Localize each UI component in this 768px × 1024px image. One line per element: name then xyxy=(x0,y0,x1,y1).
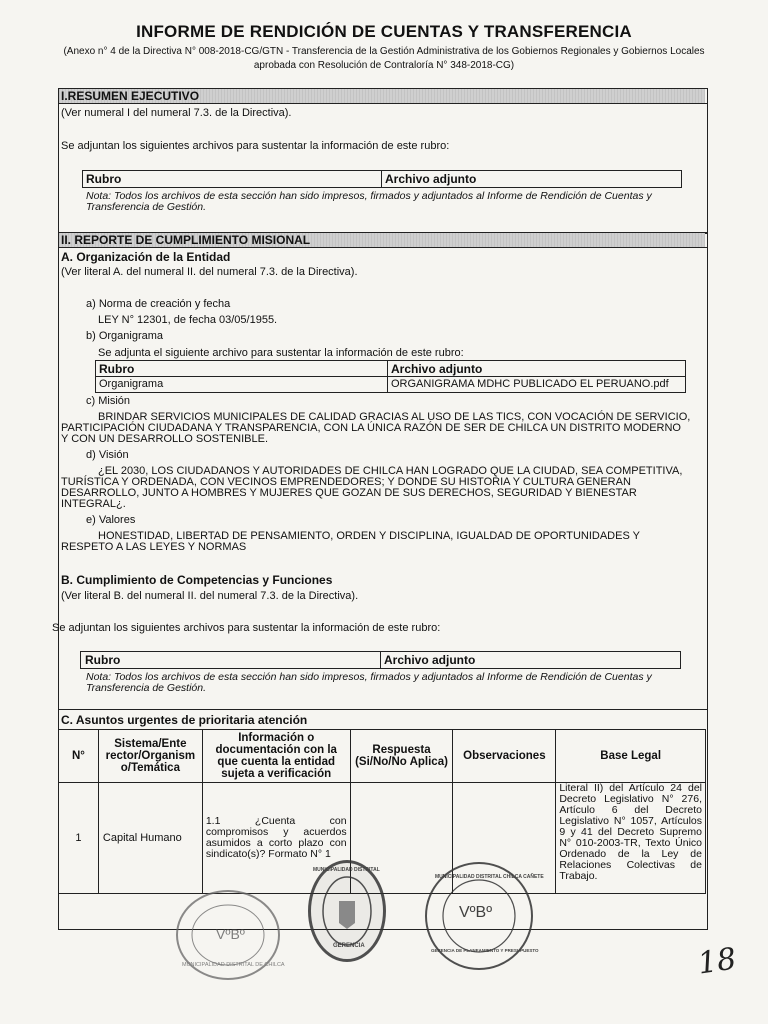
section-1-attachments-table xyxy=(82,170,682,188)
organigrama-table-row-rule xyxy=(95,376,685,377)
valores-line-1: HONESTIDAD, LIBERTAD DE PENSAMIENTO, ORDEN Y DISCIPLINA, IGUALDAD DE OPORTUNIDADES Y xyxy=(98,530,640,542)
col-header-sistema: Sistema/Ente rector/Organism o/Temática xyxy=(98,730,202,783)
valores-label: e) Valores xyxy=(86,514,136,526)
seal-left-text: MUNICIPALIDAD DISTRITAL DE CHILCA xyxy=(182,962,285,968)
section-2-heading: II. REPORTE DE CUMPLIMIENTO MISIONAL xyxy=(59,233,705,247)
subsection-c-top-rule xyxy=(58,709,708,710)
section-1-intro: Se adjuntan los siguientes archivos para sustentar la información de este rubro: xyxy=(61,140,450,152)
row-sistema: Capital Humano xyxy=(98,783,202,894)
section-1-note-line-2: Transferencia de Gestión. xyxy=(86,201,207,213)
subsection-c-title: C. Asuntos urgentes de prioritaria atención xyxy=(61,713,308,727)
col-header-observaciones: Observaciones xyxy=(453,730,556,783)
subsection-b-title: B. Cumplimiento de Competencias y Funciones xyxy=(61,573,333,587)
col-header-base-legal: Base Legal xyxy=(556,730,706,783)
subsection-b-intro: Se adjuntan los siguientes archivos para sustentar la información de este rubro: xyxy=(52,622,441,634)
section-1-col-archivo: Archivo adjunto xyxy=(385,172,477,186)
section-1-note-line-1: Nota: Todos los archivos de esta sección han sido impresos, firmados y adjuntados al Informe de Rendición de Cuentas y xyxy=(86,190,652,202)
subtitle-line-1: (Anexo n° 4 de la Directiva N° 008-2018-CG/GTN - Transferencia de la Gestión Administrativa de los Gobiernos Regionales y Gobiernos Locales xyxy=(63,46,705,57)
seal-left-vb: VºBº xyxy=(216,926,245,942)
vision-label: d) Visión xyxy=(86,449,129,461)
row-informacion: 1.1 ¿Cuenta con compromisos y acuerdos asumidos a corto plazo con sindicato(s)? Formato N° 1 xyxy=(202,783,350,894)
seal-center-sub: GERENCIA xyxy=(333,943,365,949)
row-n: 1 xyxy=(59,783,99,894)
subsection-b-table-divider xyxy=(380,651,381,668)
section-1-heading: I.RESUMEN EJECUTIVO xyxy=(59,89,705,103)
section-1-table-divider xyxy=(381,170,382,187)
mision-line-2: PARTICIPACIÓN CIUDADANA Y TRANSPARENCIA, CON LA ÚNICA RAZÓN DE SER DE CHILCA UN DISTRITO MODERNO xyxy=(61,422,681,434)
vision-line-4: INTEGRAL¿. xyxy=(61,498,126,510)
subsection-b-note-line-2: Transferencia de Gestión. xyxy=(86,682,207,694)
row-base-legal: Literal II) del Artículo 24 del Decreto Legislativo N° 276, Artículo 6 del Decreto Legislativo N° 1057, Artículos 9 y 41 del Decreto Supremo N° 010-2003-TR, Texto Único Ordenado de la Ley de Relaciones Colectivas de Trabajo. xyxy=(556,783,706,894)
document-subtitle xyxy=(30,45,738,73)
organigrama-col-archivo: Archivo adjunto xyxy=(391,362,483,376)
municipal-seal-stamp-center xyxy=(308,860,386,962)
section-2-heading-rule xyxy=(58,247,708,248)
seal-right-text: MUNICIPALIDAD DISTRITAL CHILCA CAÑETE xyxy=(435,874,544,880)
urgent-matters-header-row xyxy=(59,730,706,783)
subsection-a-ref: (Ver literal A. del numeral II. del numeral 7.3. de la Directiva). xyxy=(61,266,358,278)
mision-label: c) Misión xyxy=(86,395,131,407)
subsection-b-col-rubro: Rubro xyxy=(85,653,121,667)
seal-center-text: MUNICIPALIDAD DISTRITAL xyxy=(313,867,380,873)
handwritten-page-mark: 18 xyxy=(695,941,739,982)
subsection-b-ref: (Ver literal B. del numeral II. del numeral 7.3. de la Directiva). xyxy=(61,590,359,602)
col-header-respuesta: Respuesta (Si/No/No Aplica) xyxy=(350,730,453,783)
subtitle-line-2: aprobada con Resolución de Contraloría N° 348-2018-CG) xyxy=(253,60,515,71)
municipal-seal-stamp-left xyxy=(176,890,285,980)
mision-line-1: BRINDAR SERVICIOS MUNICIPALES DE CALIDAD GRACIAS AL USO DE LAS TICS, CON VOCACIÓN DE SERVICIO, xyxy=(98,411,691,423)
col-header-n: N° xyxy=(59,730,99,783)
col-header-informacion: Información o documentación con la que cuenta la entidad sujeta a verificación xyxy=(202,730,350,783)
seal-right-vb: VºBº xyxy=(459,904,493,921)
organigrama-label: b) Organigrama xyxy=(86,330,164,342)
valores-line-2: RESPETO A LAS LEYES Y NORMAS xyxy=(61,541,247,553)
subsection-b-note-line-1: Nota: Todos los archivos de esta sección han sido impresos, firmados y adjuntados al Informe de Rendición de Cuentas y xyxy=(86,671,652,683)
subsection-b-col-archivo: Archivo adjunto xyxy=(384,653,476,667)
vision-line-3: DESARROLLO, JUNTO A HOMBRES Y MUJERES QUE GOZAN DE SUS DERECHOS, SEGURIDAD Y BIENESTAR xyxy=(61,487,637,499)
organigrama-table-divider xyxy=(387,360,388,392)
norma-label: a) Norma de creación y fecha xyxy=(86,298,231,310)
organigrama-col-rubro: Rubro xyxy=(99,362,135,376)
organigrama-intro: Se adjunta el siguiente archivo para sustentar la información de este rubro: xyxy=(98,347,464,359)
vision-line-1: ¿EL 2030, LOS CIUDADANOS Y AUTORIDADES DE CHILCA HAN LOGRADO QUE LA CIUDAD, SEA COMPETITIVA, xyxy=(98,465,683,477)
section-1-col-rubro: Rubro xyxy=(86,172,122,186)
norma-value: LEY N° 12301, de fecha 03/05/1955. xyxy=(98,314,278,326)
municipal-seal-stamp-right xyxy=(425,862,544,970)
organigrama-row-rubro: Organigrama xyxy=(99,378,164,390)
organigrama-row-archivo: ORGANIGRAMA MDHC PUBLICADO EL PERUANO.pdf xyxy=(391,378,669,390)
vision-line-2: TURÍSTICA Y ORDENADA, CON VECINOS EMPRENDEDORES; Y DONDE SU HISTORIA Y CULTURA GENERAN xyxy=(61,476,631,488)
section-1-ref: (Ver numeral I del numeral 7.3. de la Directiva). xyxy=(61,107,292,119)
mision-line-3: Y CON UN DESARROLLO SOSTENIBLE. xyxy=(61,433,269,445)
seal-right-sub: GERENCIA DE PLANEAMIENTO Y PRESUPUESTO xyxy=(431,948,539,953)
section-1-heading-rule xyxy=(58,103,708,104)
document-title: INFORME DE RENDICIÓN DE CUENTAS Y TRANSFERENCIA xyxy=(136,22,632,41)
subsection-a-title: A. Organización de la Entidad xyxy=(61,250,231,264)
